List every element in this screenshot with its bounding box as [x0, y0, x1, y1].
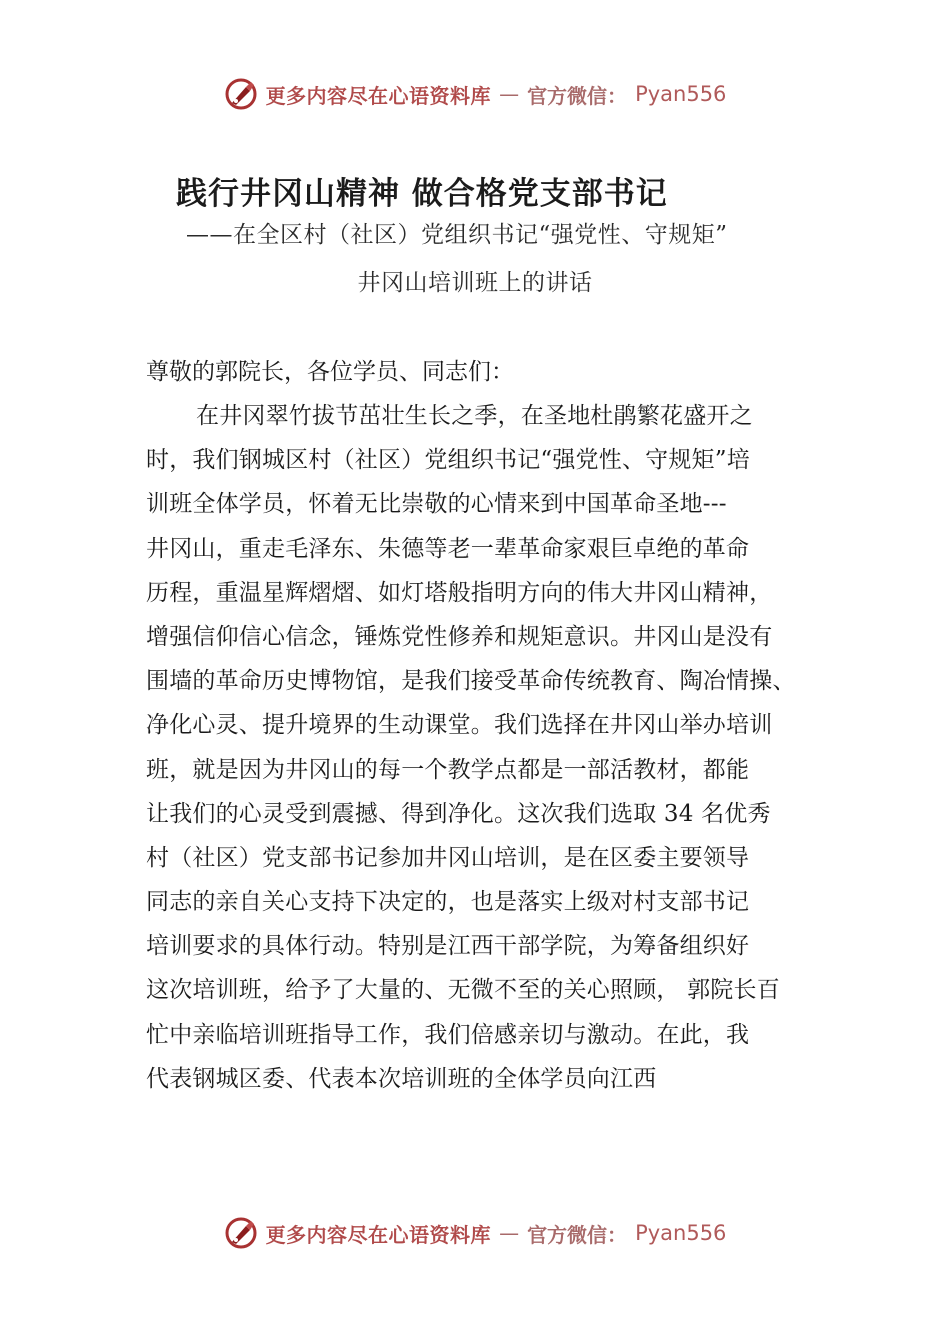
- document-subtitle-line-1: ——在全区村（社区）党组织书记“强党性、守规矩”: [186, 222, 728, 248]
- watermark-contact-label: 官方微信：: [527, 83, 628, 108]
- footer-watermark: [0, 1213, 950, 1253]
- body-line: 在井冈翠竹拔节茁壮生长之季，在圣地杜鹃繁花盛开之: [196, 403, 753, 429]
- body-line: 围墙的革命历史博物馆，是我们接受革命传统教育、陶冶情操、: [146, 668, 796, 695]
- watermark-contact-id: Pyan556: [635, 1221, 727, 1245]
- body-line: 忙中亲临培训班指导工作，我们倍感亲切与激动。在此，我: [146, 1021, 750, 1048]
- body-line: 井冈山，重走毛泽东、朱德等老一辈革命家艰巨卓绝的革命: [146, 535, 750, 562]
- header-watermark: [0, 74, 950, 114]
- watermark-separator: —: [499, 82, 520, 106]
- watermark-text: 更多内容尽在心语资料库: [265, 83, 492, 108]
- document-title: 践行井冈山精神 做合格党支部书记: [176, 176, 668, 212]
- body-line: 历程，重温星辉熠熠、如灯塔般指明方向的伟大井冈山精神，: [146, 579, 773, 606]
- body-line: 班，就是因为井冈山的每一个教学点都是一部活教材，都能: [146, 756, 750, 783]
- body-line: 培训要求的具体行动。特别是江西干部学院，为筹备组织好: [146, 933, 750, 960]
- pen-nib-logo-icon: [224, 77, 258, 111]
- document-subtitle-line-2: 井冈山培训班上的讲话: [357, 270, 593, 296]
- body-line: 代表钢城区委、代表本次培训班的全体学员向江西: [146, 1065, 657, 1092]
- body-line: 增强信仰信心信念，锤炼党性修养和规矩意识。井冈山是没有: [146, 623, 773, 650]
- body-line: 这次培训班，给予了大量的、无微不至的关心照顾， 郭院长百: [146, 977, 780, 1004]
- pen-nib-logo-icon: [224, 1216, 258, 1250]
- body-line: 村（社区）党支部书记参加井冈山培训，是在区委主要领导: [146, 844, 750, 871]
- body-paragraph: [146, 400, 836, 1107]
- salutation: 尊敬的郭院长，各位学员、同志们：: [146, 359, 514, 385]
- body-line: 时，我们钢城区村（社区）党组织书记“强党性、守规矩”培: [146, 447, 750, 474]
- body-line: 净化心灵、提升境界的生动课堂。我们选择在井冈山举办培训: [146, 712, 773, 739]
- body-line: 让我们的心灵受到震撼、得到净化。这次我们选取 34 名优秀: [146, 800, 771, 827]
- body-line: 同志的亲自关心支持下决定的，也是落实上级对村支部书记: [146, 889, 750, 916]
- body-line: 训班全体学员，怀着无比崇敬的心情来到中国革命圣地---: [146, 491, 727, 518]
- watermark-separator: —: [499, 1221, 520, 1245]
- watermark-contact-id: Pyan556: [635, 82, 727, 106]
- watermark-text: 更多内容尽在心语资料库: [265, 1222, 492, 1247]
- watermark-contact-label: 官方微信：: [527, 1222, 628, 1247]
